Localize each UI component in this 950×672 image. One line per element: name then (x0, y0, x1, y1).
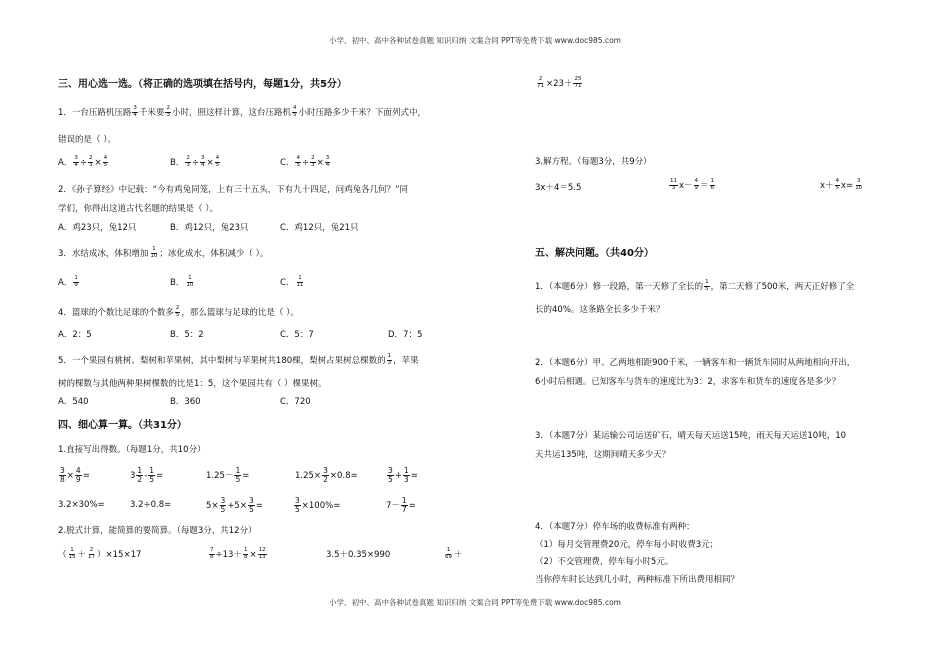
s5-q4-line3: （2）不交管理费，停车每小时5元。 (535, 557, 674, 567)
s4-r1-e1: $\frac{3}{8}$ × $\frac{4}{9}$ = (60, 466, 90, 484)
s3-q1-line2: 错误的是（ ）。 (58, 135, 116, 145)
s3-q3-line1: 3．水结成冰，体积增加 $\frac{1}{10}$ ；冰化成水，体积减少（ ）。 (58, 246, 269, 259)
s5-q1-line1: 1．（本题6分）修一段路，第一天修了全长的 $\frac{1}{5}$ ，第二天修了500米，两天正好修了全 (535, 279, 855, 292)
s5-q4-line2: （1）每月交管理费20元，停车每小时收费3元； (535, 540, 719, 550)
s3-q4-line1: 4．篮球的个数比足球的个数多 $\frac{2}{5}$ ，那么篮球与足球的比是（ ）。 (58, 305, 299, 318)
s4-r3-e3: 3.5＋0.35×990 (326, 550, 391, 560)
s3-q1-option-a: A． $\frac{3}{4}$ ÷ $\frac{2}{3}$ × $\frac{4}{5}$ (58, 155, 108, 168)
s5-q2-line2: 6小时后相遇。已知客车与货车的速度比为3：2，求客车和货车的速度各是多少？ (535, 377, 841, 387)
s4-r1-e2: 3 $\frac{1}{2}$ - $\frac{1}{5}$ = (130, 466, 164, 484)
s3-q4-option-d: D．7：5 (388, 330, 423, 340)
s3-q5-option-b: B．360 (170, 397, 201, 407)
s4-sub3: 3.解方程。（每题3分，共9分） (535, 157, 652, 167)
s3-q1-option-b: B． $\frac{2}{3}$ ÷ $\frac{3}{4}$ × $\frac{4}{5}$ (170, 155, 220, 168)
page-footer: 小学、初中、高中各种试卷真题 知识归纳 文案合同 PPT等免费下载 www.doc985.com (329, 598, 621, 607)
s3-q2-option-b: B．鸡12只，兔23只 (170, 223, 249, 233)
s5-q2-line1: 2．（本题6分）甲、乙两地相距900千米，一辆客车和一辆货车同时从两地相向开出， (535, 358, 856, 368)
s3-q5-line2: 树的棵数与其他两种果树棵数的比是1：5，这个果园共有（ ）棵果树。 (58, 379, 327, 389)
s5-q1-line2: 长的40%。这条路全长多少千米？ (535, 305, 665, 315)
section3-title: 三、用心选一选。（将正确的选项填在括号内，每题1分，共5分） (58, 79, 347, 90)
s3-q4-option-b: B．5：2 (170, 330, 204, 340)
s4-r1-e5: $\frac{3}{5}$ + $\frac{1}{3}$ = (388, 466, 418, 484)
section5-title: 五、解决问题。（共40分） (535, 248, 654, 259)
s3-q2-option-a: A．鸡23只，兔12只 (58, 223, 137, 233)
s4-sub1: 1.直接写出得数。（每题1分，共10分） (58, 445, 206, 455)
s5-q3-line1: 3．（本题7分）某运输公司运送矿石，晴天每天运送15吨，雨天每天运送10吨，10 (535, 431, 847, 441)
s4-r2-e3: 5× $\frac{3}{5}$ +5× $\frac{3}{5}$ = (206, 496, 263, 514)
s4-eq2: $\frac{11}{3}$ x－ $\frac{4}{9}$ ＝ $\frac{1}{6}$ (670, 178, 715, 191)
s3-q3-option-a: A． $\frac{1}{9}$ (58, 275, 78, 288)
s4-r2-e1: 3.2×30%= (58, 500, 105, 510)
s3-q4-option-c: C．5：7 (280, 330, 314, 340)
page-header: 小学、初中、高中各种试卷真题 知识归纳 文案合同 PPT等免费下载 www.doc985.com (329, 36, 621, 45)
s3-q3-option-c: C． $\frac{1}{11}$ (280, 275, 304, 288)
s4-r2-e2: 3.2÷0.8= (130, 500, 172, 510)
s3-q2-line1: 2．《孙子算经》中记载：“今有鸡兔同笼，上有三十五头，下有九十四足，问鸡兔各几何？”同 (58, 185, 408, 195)
s4-r2-e4: $\frac{3}{5}$ ×100%= (295, 496, 341, 514)
section4-title: 四、细心算一算。（共31分） (58, 420, 187, 431)
s3-q2-line2: 学们，你得出这道古代名题的结果是（ ）。 (58, 204, 218, 214)
s4-r2-e5: 7－ $\frac{1}{7}$ = (386, 496, 416, 514)
s4-r3-e1: （ $\frac{1}{15}$ ＋ $\frac{2}{17}$ ）×15×17 (58, 547, 142, 560)
s3-q5-line1: 5．一个果园有桃树、梨树和苹果树，其中梨树与苹果树共180棵，梨树占果树总棵数的 $\frac{1}{3}$ ，苹果 (58, 353, 419, 366)
s3-q4-option-a: A．2：5 (58, 330, 92, 340)
s4-eq3: x＋ $\frac{4}{5}$ x= $\frac{3}{10}$ (820, 178, 863, 191)
s3-q1-line1: 1．一台压路机压路 $\frac{3}{4}$ 千米要 $\frac{2}{3}$ 小时，照这样计算，这台压路机 $\frac{4}{5}$ 小时压路多少千米？下面列式中， (58, 105, 426, 118)
s4-r3-e4: $\frac{1}{69}$ ＋ (445, 547, 463, 560)
s4-sub2: 2.脱式计算，能简算的要简算。（每题3分，共12分） (58, 526, 257, 536)
s3-q3-option-b: B． $\frac{1}{10}$ (170, 275, 194, 288)
s5-q4-line1: 4．（本题7分）停车场的收费标准有两种： (535, 522, 695, 532)
s4-r3-e4-continuation: $\frac{2}{71}$ ×23＋ $\frac{25}{71}$ (537, 76, 582, 89)
s3-q5-option-a: A．540 (58, 397, 89, 407)
s3-q5-option-c: C．720 (280, 397, 311, 407)
s3-q2-option-c: C．鸡12只，兔21只 (280, 223, 359, 233)
s4-eq1: 3x＋4＝5.5 (535, 183, 582, 193)
s3-q1-option-c: C． $\frac{4}{5}$ ÷ $\frac{2}{3}$ × $\frac{3}{4}$ (280, 155, 330, 168)
s4-r1-e4: 1.25× $\frac{3}{2}$ ×0.8= (295, 466, 358, 484)
s4-r3-e2: $\frac{7}{8}$ ÷13＋ $\frac{1}{8}$ × $\frac{12}{13}$ (210, 547, 266, 560)
s4-r1-e3: 1.25－ $\frac{1}{5}$ = (206, 466, 250, 484)
s5-q4-line4: 当你停车时长达到几小时，两种标准下所出费用相同？ (535, 575, 740, 585)
s5-q3-line2: 天共运135吨，这期间晴天多少天？ (535, 450, 671, 460)
